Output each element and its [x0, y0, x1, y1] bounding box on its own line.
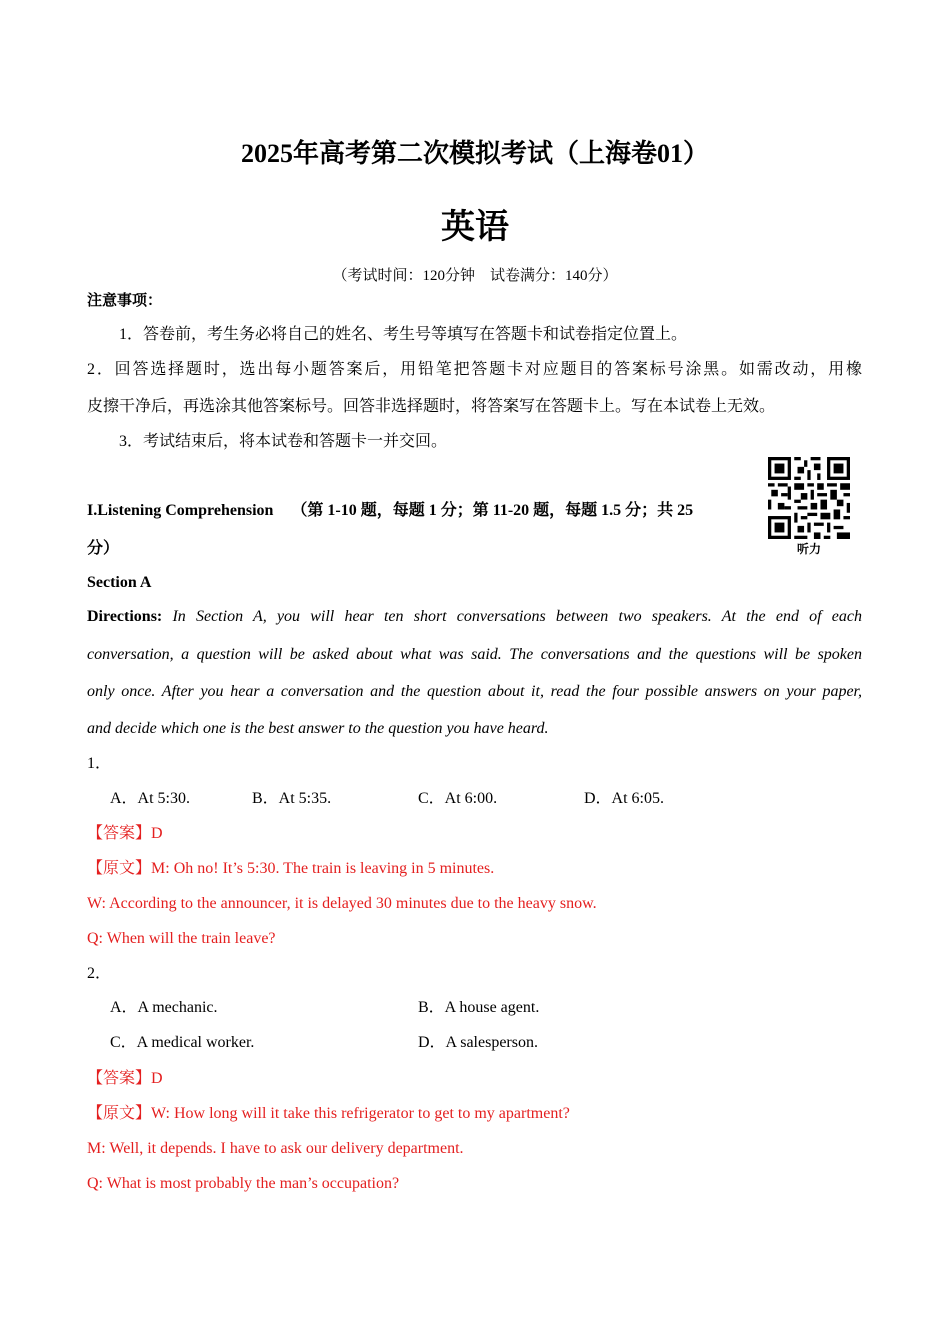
section-title-text: I.Listening Comprehension	[87, 502, 274, 519]
q1-transcript-line-1	[87, 859, 494, 879]
q1-option-d: D．At 6:05.	[584, 790, 665, 807]
q2-option-a: A．A mechanic.	[110, 999, 218, 1016]
question-number-2: 2．	[87, 965, 112, 982]
q2-transcript-line-3: Q: What is most probably the man’s occupation?	[87, 1175, 400, 1192]
note-item-2-line-1: 2．回答选择题时，选出每小题答案后，用铅笔把答题卡对应题目的答案标号涂黑。如需改动，用橡	[87, 361, 862, 378]
exam-info: （考试时间：120分钟 试卷满分：140分）	[332, 268, 618, 284]
question-number-1: 1．	[87, 755, 112, 772]
q1-option-c: C．At 6:00.	[418, 790, 498, 807]
qr-caption: 听力	[796, 542, 821, 556]
q2-option-c: C．A medical worker.	[110, 1034, 255, 1051]
q2-transcript-label: 【原文】	[87, 1105, 152, 1122]
notes-heading: 注意事项：	[87, 293, 163, 309]
q2-answer-value: D	[151, 1070, 163, 1087]
qr-code-icon[interactable]	[768, 457, 850, 539]
section-scoring: （第 1-10 题，每题 1 分；第 11-20 题，每题 1.5 分；共 25	[291, 502, 694, 519]
note-item-1: 1．答卷前，考生务必将自己的姓名、考生号等填写在答题卡和试卷指定位置上。	[119, 326, 688, 343]
q1-answer-label: 【答案】	[87, 825, 152, 842]
q2-transcript-text-1: W: How long will it take this refrigerator to get to my apartment?	[151, 1105, 570, 1122]
note-item-2-line-2: 皮擦干净后，再选涂其他答案标号。回答非选择题时，将答案写在答题卡上。写在本试卷上无效。	[87, 398, 776, 415]
directions-line-1	[87, 607, 862, 627]
q1-transcript-line-3: Q: When will the train leave?	[87, 930, 276, 947]
q2-transcript-line-2: M: Well, it depends. I have to ask our delivery department.	[87, 1140, 464, 1157]
q1-transcript-line-2: W: According to the announcer, it is delayed 30 minutes due to the heavy snow.	[87, 895, 597, 912]
q2-option-d: D．A salesperson.	[418, 1034, 538, 1051]
section-title	[87, 501, 693, 521]
q1-option-a: A．At 5:30.	[110, 790, 191, 807]
exam-title: 2025年高考第二次模拟考试（上海卷01）	[240, 139, 709, 168]
q1-answer-value: D	[151, 825, 163, 842]
directions-line-2: conversation, a question will be asked about what was said. The conversations and the questions will be spoken	[87, 646, 862, 663]
q1-transcript-label: 【原文】	[87, 860, 152, 877]
q1-transcript-text-1: M: Oh no! It’s 5:30. The train is leaving in 5 minutes.	[151, 860, 495, 877]
directions-label: Directions:	[87, 608, 163, 625]
q2-transcript-line-1	[87, 1104, 570, 1124]
q2-answer	[87, 1069, 163, 1089]
directions-line-3: only once. After you hear a conversation and the question about it, read the four possible answers on your paper,	[87, 683, 862, 700]
directions-line-4: and decide which one is the best answer to the question you have heard.	[87, 720, 549, 737]
directions-text-1: In Section A, you will hear ten short conversations between two speakers. At the end of each	[172, 608, 862, 625]
note-item-3: 3．考试结束后，将本试卷和答题卡一并交回。	[119, 433, 448, 450]
q2-option-b: B．A house agent.	[418, 999, 540, 1016]
subject-title: 英语	[441, 209, 509, 246]
q2-answer-label: 【答案】	[87, 1070, 152, 1087]
section-scoring-cont: 分）	[87, 540, 120, 557]
q1-answer	[87, 824, 163, 844]
q1-option-b: B．At 5:35.	[252, 790, 332, 807]
section-a-heading: Section A	[87, 574, 152, 591]
